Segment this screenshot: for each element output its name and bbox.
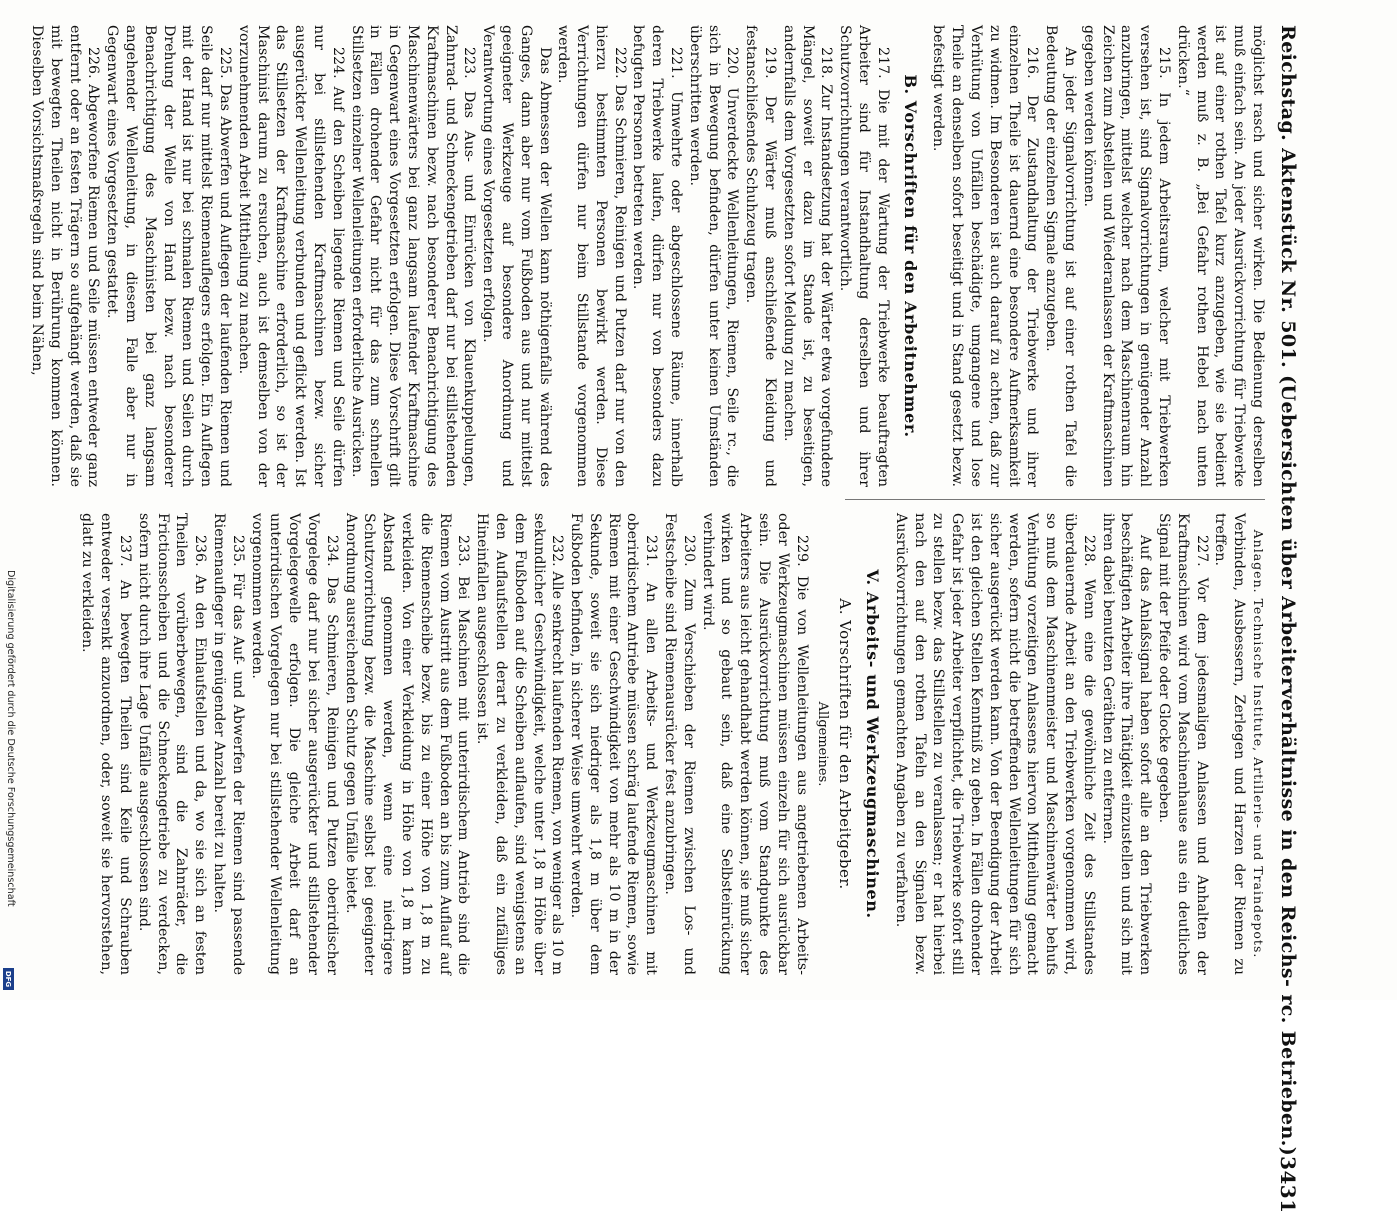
paragraph-236: 236. An den Einlaufstellen und da, wo sie sich an festen Theilen vorüberbewegen, sind die Zahnräder, die Frictionsscheiben und die Schneckengetriebe zu verdecken, sofern nicht durch ihre Lage Unfälle ausgeschlossen sind. [135, 513, 209, 975]
paragraph: möglichst rasch und sicher wirken. Die Bedienung derselben muß einfach sein. An jeder Ausrückvorrichtung für Triebwerke ist auf einer rothen Tafel kurz anzugeben, wie sie bedient werden muß z. B. „Bei Gefahr rothen Hebel nach unten drücken.“ [1174, 25, 1266, 487]
paragraph-220: 220. Unverdeckte Wellenleitungen, Riemen, Seile rc., die sich in Bewegung befinden, dürfen unter keinen Umständen überschritten werden. [686, 25, 741, 487]
credit-text: Digitalisierung gefördert durch die Deutsche Forschungsgemeinschaft [5, 570, 16, 907]
paragraph-215: 215. In jedem Arbeitsraum, welcher mit Triebwerken versehen ist, sind Signalvorrichtungen in genügender Anzahl anzubringen, mittelst welcher nach dem Maschinenraum hin Zeichen zum Abstellen und Wiederanlassen der Kraftmaschinen gegeben werden können. [1080, 25, 1173, 487]
paragraph-222: 222. Das Schmieren, Reinigen und Putzen darf nur von den hierzu bestimmten Personen bewirkt werden. Diese Verrichtungen dürfen nur beim Stillstande vorgenommen werden. [555, 25, 628, 487]
paragraph-221: 221. Umwehrte oder abgeschlossene Räume, innerhalb deren Triebwerke laufen, dürfen nur von besonders dazu befugten Personen betreten werden. [630, 25, 685, 487]
paragraph-224: 224. Auf den Scheiben liegende Riemen und Seile dürfen nur bei stillstehenden Kraftmaschinen bezw. sicher ausgerückter Wellenleitung verbunden und geflickt werden. Ist das Stillsetzen der Kraftmaschine erforderlich, so ist der Maschinist darum zu ersuchen, auch ist demselben von der vorzunehmenden Arbeit Mittheilung zu machen. [235, 25, 346, 487]
paragraph-235: 235. Für das Auf- und Abwerfen der Riemen sind passende Riemenaufleger in genügender Anzahl bereit zu halten. [210, 513, 246, 975]
paragraph-234: 234. Das Schmieren, Reinigen und Putzen oberirdischer Vorgelege darf nur bei sicher ausgerückter und stillstehender Vorgelegewelle erfolgen. Die gleiche Arbeit darf an unterirdischen Vorgelegen nur bei stillstehender Wellenleitung vorgenommen werden. [248, 513, 340, 975]
paragraph: Das Abmessen der Wellen kann nöthigenfalls während des Ganges, dann aber nur vom Fußboden aus und nur mittelst geeigneter Werkzeuge auf besondere Anordnung und Verantwortung eines Vorgesetzten erfolgen. [480, 25, 553, 487]
paragraph-226: 226. Abgeworfene Riemen und Seile müssen entweder ganz entfernt oder an festen Trägern so aufgehängt werden, daß sie mit bewegten Theilen nicht in Berührung kommen können. Dieselben Vorsichtsmaßregeln sind beim Nähen, [29, 25, 102, 487]
paragraph-223: 223. Das Aus- und Einrücken von Klauenkuppelungen, Zahnrad- und Schneckengetrieben darf nur bei stillstehenden Kraftmaschinen bezw. nach besonderer Benachrichtigung des Maschinenwärters bei ganz langsam laufender Kraftmaschine in Gegenwart eines Vorgesetzten erfolgen. Diese Vorschrift gilt in Fällen drohender Gefahr nicht für das zum schnellen Stillsetzen einzelner Wellenleitungen erforderliche Ausrücken. [348, 25, 478, 487]
digitization-credit [2, 570, 18, 990]
paragraph: Verbinden, Ausbessern, Zerlegen und Harzen der Riemen zu treffen. [1212, 513, 1248, 975]
right-column [78, 513, 1267, 975]
column-divider [845, 499, 1265, 500]
page-number: 3431 [1276, 1156, 1301, 1213]
paragraph-237: 237. An bewegten Theilen sind Keile und Schrauben entweder versenkt anzuordnen, oder, soweit sie hervorstehen, glatt zu verkleiden. [79, 513, 133, 975]
paragraph-216: 216. Der Zustandhaltung der Triebwerke und ihrer einzelnen Theile ist dauernd eine besondere Aufmerksamkeit zu widmen. Im Besonderen ist auch darauf zu achten, daß zur Verhütung von Unfällen beschädigte, umgangene und lose Theile an denselben sofort beseitigt und in Stand gesetzt bezw. befestigt werden. [930, 25, 1041, 487]
paragraph-231: 231. An allen Arbeits- und Werkzeugmaschinen mit oberirdischem Antriebe müssen schräg laufende Riemen, sowie Riemen mit einer Geschwindigkeit von mehr als 10 m in der Sekunde, soweit sie sich niedriger als 1,8 m über dem Fußboden befinden, in sicherer Weise umwehrt werden. [568, 513, 660, 975]
section-heading: B. Vorschriften für den Arbeitnehmer. [900, 74, 920, 438]
page-header [1271, 25, 1305, 1213]
paragraph-233: 233. Bei Maschinen mit unterirdischem Antrieb sind die Riemen vom Austritt aus dem Fußboden an bis zum Auflauf auf die Riemenscheibe bezw. bis zu einer Höhe von 1,8 m zu verkleiden. Von einer Verkleidung in Höhe von 1,8 m kann Abstand genommen werden, wenn eine niedrigere Schutzvorrichtung bezw. die Maschine selbst bei geeigneter Anordnung ausreichenden Schutz gegen Unfälle bietet. [342, 513, 472, 975]
dfg-logo-text: DFG [4, 970, 13, 988]
paragraph-229: 229. Die von Wellenleitungen aus angetriebenen Arbeits- oder Werkzeugmaschinen müssen einzeln für sich ausrückbar sein. Die Ausrückvorrichtung muß vom Standpunkte des Arbeiters aus leicht gehandhabt werden können, sie muß sicher wirken und so gebaut sein, daß eine Selbsteinrückung verhindert wird. [699, 513, 810, 975]
paragraph-232: 232. Alle senkrecht laufenden Riemen, von weniger als 10 m sekundlicher Geschwindigkeit, welche unter 1,8 m Höhe über dem Fußboden auf die Scheiben auflaufen, sind wenigstens an den Auflaufstellen derart zu verkleiden, daß ein zufälliges Hineinfallen ausgeschlossen ist. [474, 513, 566, 975]
subsection-heading: A. Vorschriften für den Arbeitgeber. [836, 598, 855, 890]
running-head: Anlagen. Technische Institute, Artillerie- und Traindepots. [1251, 529, 1266, 959]
paragraph-228: 228. Wenn eine die gewöhnliche Zeit des Stillstandes überdauernde Arbeit an den Triebwerken vorgenommen wird, so muß dem Maschinenmeister und Maschinenwärter behufs Verhütung vorzeitigen Anlassens hiervon Mittheilung gemacht werden, sofern nicht die betreffenden Wellenleitungen für sich sicher ausgerückt werden kann. Von der Beendigung der Arbeit ist den gleichen Stellen Kenntniß zu geben. In Fällen drohender Gefahr ist jeder Arbeiter verpflichtet, die Triebwerke sofort still zu stellen bezw. das Stillstellen zu veranlassen; er hat hierbei nach den auf den rothen Tafeln an den Signalen bezw. Ausrückvorrichtungen gemachten Angaben zu verfahren. [892, 513, 1097, 975]
paragraph-219: 219. Der Wärter muß anschließende Kleidung und festanschließendes Schuhzeug tragen. [743, 25, 779, 487]
paragraph: An jeder Signalvorrichtung ist auf einer rothen Tafel die Bedeutung der einzelnen Signale anzugeben. [1043, 25, 1079, 487]
paragraph-218: 218. Zur Instandsetzung hat der Wärter etwa vorgefundene Mängel, soweit er dazu im Stande ist, zu beseitigen, andernfalls dem Vorgesetzten sofort Meldung zu machen. [780, 25, 835, 487]
minor-heading: Allgemeines. [815, 701, 831, 787]
paragraph-225: 225. Das Abwerfen und Auflegen der laufenden Riemen und Seile darf nur mittelst Riemenauflegers erfolgen. Ein Auflegen mit der Hand ist nur bei schmalen Riemen und Seilen durch Drehung der Welle von Hand bezw. nach besonderer Benachrichtigung des Maschinisten bei ganz langsam angehender Wellenleitung, in diesem Falle aber nur in Gegenwart eines Vorgesetzten gestattet. [104, 25, 233, 487]
paragraph-217: 217. Die mit der Wartung der Triebwerke beauftragten Arbeiter sind für Instandhaltung derselben und ihrer Schutzvorrichtungen verantwortlich. [837, 25, 891, 487]
section-heading: V. Arbeits- und Werkzeugmaschinen. [863, 569, 883, 919]
paragraph-230: 230. Zum Verschieben der Riemen zwischen Los- und Festscheibe sind Riemenausrücker fest anzubringen. [662, 513, 697, 975]
paragraph-227: 227. Vor dem jedesmaligen Anlassen und Anhalten der Kraftmaschinen wird vom Maschinenhause aus ein deutliches Signal mit der Pfeife oder Glocke gegeben. [1156, 513, 1210, 975]
paragraph: Auf das Anlaßsignal haben sofort alle an den Triebwerken beschäftigten Arbeiter ihre Thätigkeit einzustellen und sich mit ihren dabei benutzten Geräthen zu entfernen. [1099, 513, 1154, 975]
left-column [27, 25, 1267, 487]
page-title: Reichstag. Aktenstück Nr. 501. (Uebersichten über Arbeiterverhältnisse in den Reichs- rc. Betrieben.) [1277, 25, 1300, 1157]
rotated-document-page [29, 25, 1305, 1213]
dfg-logo-icon [3, 968, 14, 990]
